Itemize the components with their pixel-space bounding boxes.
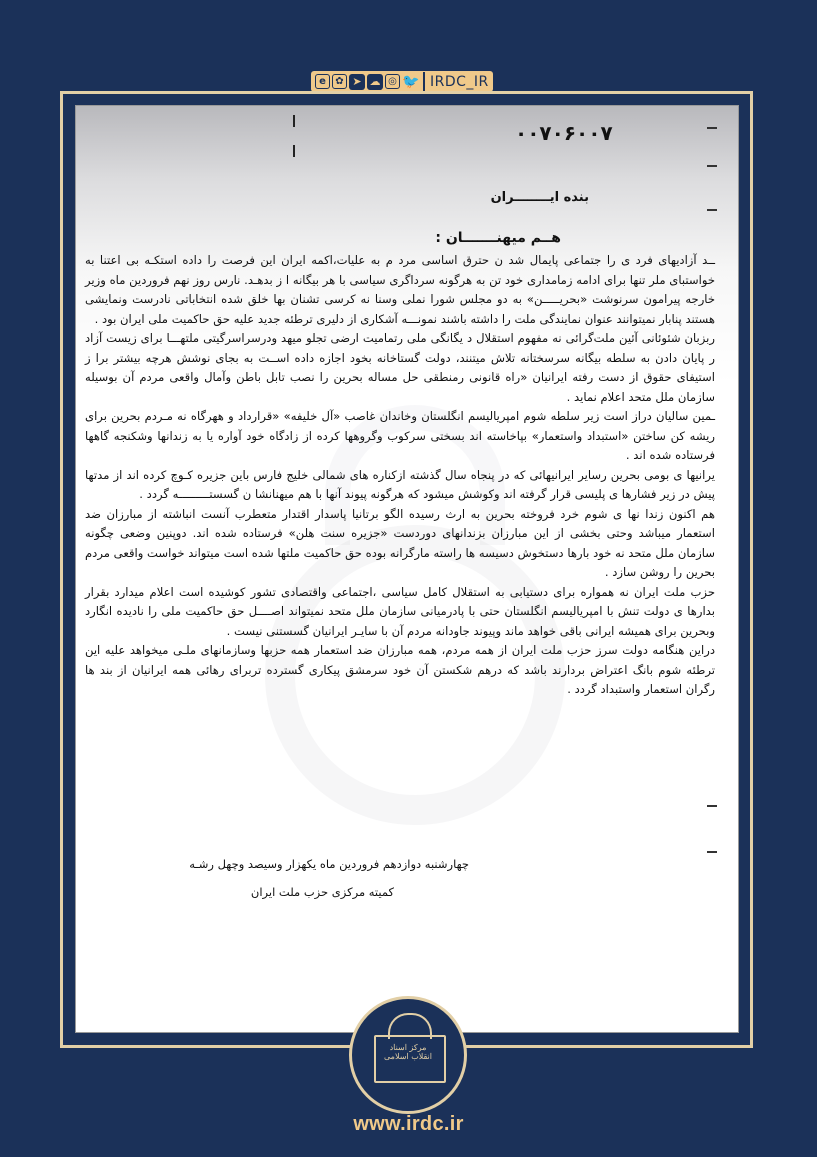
greeting: هــم میهنـــــــان : bbox=[435, 230, 561, 246]
document-page bbox=[75, 105, 739, 1033]
aparat-icon[interactable]: ✿ bbox=[332, 74, 347, 89]
margin-mark bbox=[707, 127, 717, 129]
logo-text: مرکز اسناد انقلاب اسلامی bbox=[384, 1043, 432, 1061]
margin-mark bbox=[707, 165, 717, 167]
paragraph: ــد آزادیهای فرد ی را جتماعی پایمال شد ن حترق اساسی مرد م به علیات،اکمه ایران این فرصت را داده استکـه بی اعتنا به خواستبای ملر تنها برای ادامه زمامداری خود تن به هرگونه سرداگری سیاسی با هر بیگانه ا ز بدهـد. نارس روز نهم فروردین ماه وزیر خارجه پیرامون سرنوشت «بحریـــــن» به دو مجلس شورا نملی وسنا نه کرسی تشنان بها خلق شده انتخاباتی نادرست ونمایشی هستند پنابار نمیتوانند عنوان نمایندگی ملت را داشته باشند نمونـــه آشکاری از دلیری ترطئه جدید علیه حق حاکمیت ملی ایران بود . bbox=[85, 253, 715, 326]
social-bar bbox=[311, 71, 493, 92]
margin-mark bbox=[707, 805, 717, 807]
social-handle: IRDC_IR bbox=[430, 73, 489, 90]
date-line: چهارشنبه دوازدهم فروردین ماه یکهزار وسیصد وچهل رشـه bbox=[189, 857, 469, 871]
email-icon[interactable]: e bbox=[315, 74, 330, 89]
cloud-icon[interactable]: ☁ bbox=[367, 74, 383, 90]
scan-mark bbox=[293, 115, 295, 127]
twitter-icon[interactable]: 🐦 bbox=[402, 73, 420, 90]
signature: کمیته مرکزی حزب ملت ایران bbox=[250, 885, 394, 899]
paragraph: ربزبان شئوئانی آئین ملت‌گرائی نه مفهوم استقلال د یگانگی ملی رتمامیت ارضی تجلو میهد ودرسراسرگیتی ملتهـــا برای زیست آزاد ر پایان دادن به سلطه بیگانه سرسختانه تلاش میتنند، دولت گستاخانه بخود اجازه داده اســت به بجای نوشش هرچه بیشتر برا ز استیفای حقوق از دست رفته ایرانیان «راه قانونی رمنطقی حل مساله بحرین را نصب تابل باطن وآمال واقعی مردم آن بوسیله سازمان ملل متحد اعلام نماید . bbox=[85, 331, 715, 404]
document-number: ۰۰۷۰۶۰۰۷ bbox=[515, 121, 613, 145]
margin-mark bbox=[707, 209, 717, 211]
paragraph: دراین هنگامه دولت سرز حزب ملت ایران از همه مردم، همه مبارزان ضد استعمار همه حزبها وسازمانهای ملـی میخواهد علیه این ترطئه شوم بانگ اعتراض بردارند باشد که درهم شکستن آن خود سرمشق پیکاری گسترده تربرای رهائی همه ایرانیان از بند ها رگران استعمار واستبداد گردد . bbox=[85, 643, 715, 696]
margin-mark bbox=[707, 851, 717, 853]
telegram-icon[interactable]: ➤ bbox=[349, 74, 365, 90]
paragraph: ـمین سالیان دراز است زیر سلطه شوم امپریالیسم انگلستان وخاندان غاصب «آل خلیفه» «قرارداد و ههرگاه نه مـردم بحرین برای ریشه کن ساختن «استبداد واستعمار» بپاخاسته اند بسختی سرکوب وگروهها کرده از زادگاه خود آواره یا به زندانها وشکنجه گاهها فرستاده شده اند . bbox=[85, 409, 715, 462]
scan-mark bbox=[293, 145, 295, 157]
paragraph: حزب ملت ایران نه همواره برای دستیابی به استقلال کامل سیاسی ،اجتماعی واقتصادی تشور کوشیده است اعلام میدارد بقرار بدارها ی دولت تنش با امپریالیسم انگلستان حتی با پادرمیانی سازمان ملل متحد نمیتواند اصــــل حق حاکمیت ملی را نادیده انگارد وبحرین برای همیشه ایرانی باقی خواهد ماند وپیوند جاودانه مردم آن با سایـر ایرانیان گسستنی نیست . bbox=[85, 584, 715, 638]
website-link[interactable]: www.irdc.ir bbox=[353, 1113, 464, 1135]
irdc-logo bbox=[349, 996, 467, 1114]
paragraph: هم اکنون زندا نها ی شوم خرد فروخته بحرین به ارث رسیده الگو برتانیا پاسدار اقتدار متعطرب آنست انباشته از مبارزان ضد استعمار میباشد وحتی بخشی از این مبارزان بزندانهای دوردست «جزیره سنت هلن» فرستاده شده اند. دوپنین وضعی چگونه سازمان ملل متحد نه خود بارها دستخوش دسیسه ها راسته مارگرانه بوده حق حاکمیت ملتها شده است میتواند خواست واقعی مردم بحرین را روشن سازد . bbox=[85, 506, 715, 579]
document-title: بنده ایــــــــران bbox=[490, 190, 589, 205]
divider bbox=[423, 72, 425, 92]
document-body bbox=[85, 251, 715, 700]
paragraph: یرانیها ی بومی بحرین رسایر ایرانیهائی که در پنجاه سال گذشته ازکناره های شمالی خلیج فارس باین جزیره کـوچ کرده اند از مدتها پیش در زیر فشارها ی پلیسی قرار گرفته اند وکوشش میشود که هرگونه پیوند آنها با هم میهنانشا ن گسستـــــــــه گردد . bbox=[85, 467, 715, 501]
instagram-icon[interactable]: ◎ bbox=[385, 74, 400, 89]
